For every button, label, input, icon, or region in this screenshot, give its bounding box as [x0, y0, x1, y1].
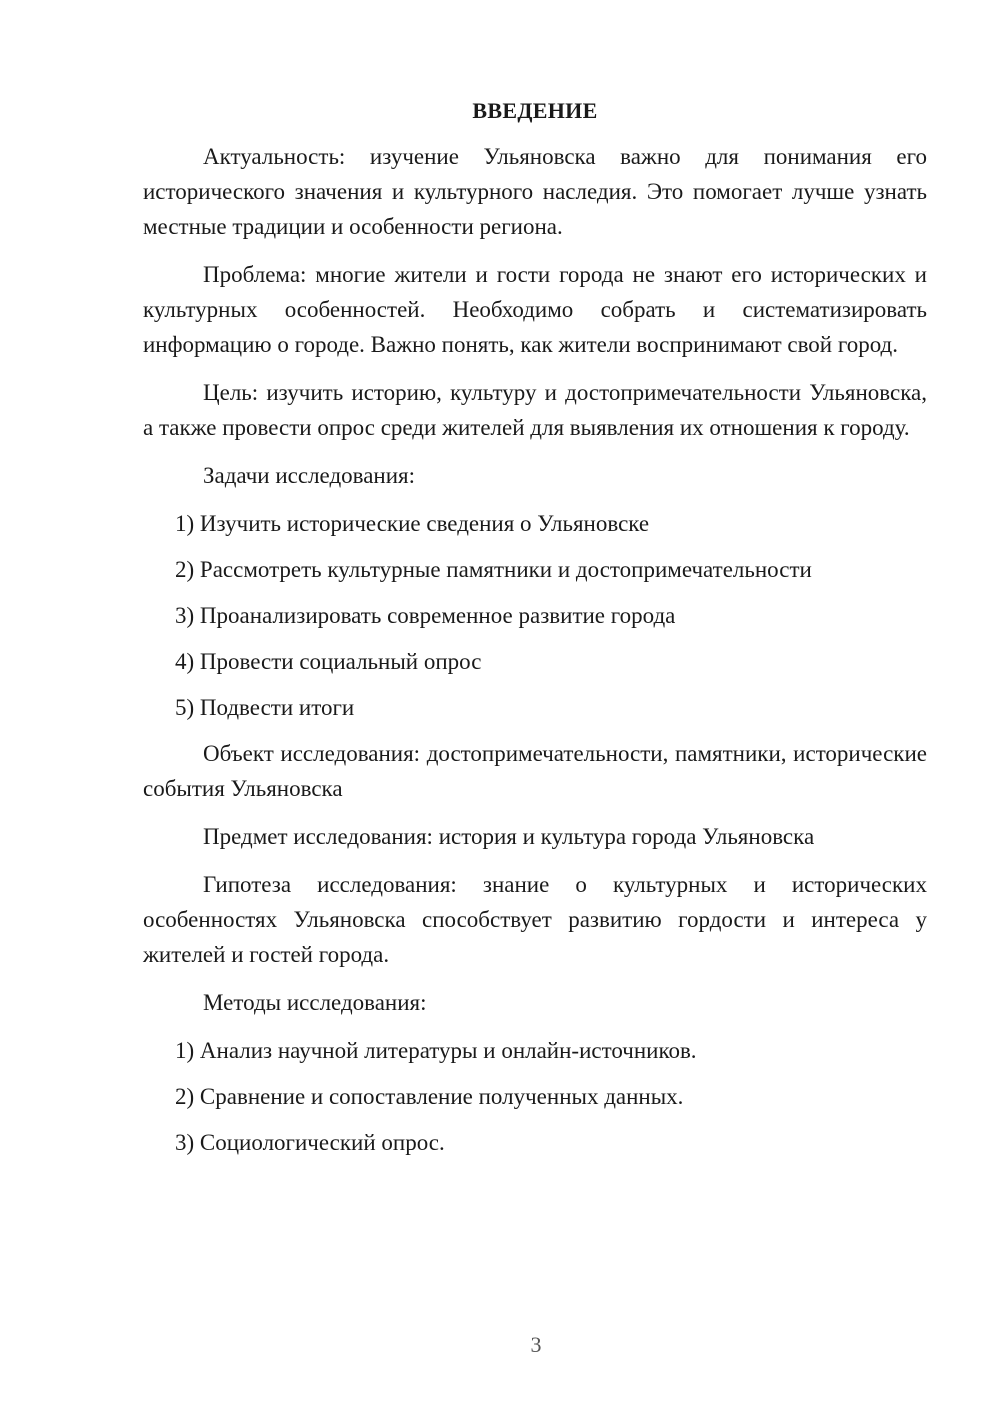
task-item-5: 5) Подвести итоги: [175, 695, 355, 720]
relevance-paragraph: Актуальность: изучение Ульяновска важно для понимания его исторического значения и культурного наследия. Это помогает лучше узнать местные традиции и особенности региона.: [143, 144, 927, 239]
task-item-1: 1) Изучить исторические сведения о Ульяновске: [175, 511, 650, 536]
task-item-4: 4) Провести социальный опрос: [175, 649, 482, 674]
method-item-2: 2) Сравнение и сопоставление полученных данных.: [175, 1084, 684, 1109]
section-title: ВВЕДЕНИЕ: [472, 98, 598, 123]
subject-paragraph: Предмет исследования: история и культура города Ульяновска: [203, 824, 815, 849]
problem-paragraph: Проблема: многие жители и гости города не знают его исторических и культурных особенностей. Необходимо собрать и систематизировать информацию о городе. Важно понять, как жители воспринимают свой город.: [143, 262, 927, 357]
page-content: [143, 96, 927, 1171]
tasks-list: [143, 506, 927, 725]
methods-heading: Методы исследования:: [203, 990, 427, 1015]
goal-paragraph: Цель: изучить историю, культуру и достопримечательности Ульяновска, а также провести опрос среди жителей для выявления их отношения к городу.: [143, 380, 927, 440]
method-item-3: 3) Социологический опрос.: [175, 1130, 445, 1155]
methods-list: [143, 1033, 927, 1160]
task-item-3: 3) Проанализировать современное развитие города: [175, 603, 676, 628]
task-item-2: 2) Рассмотреть культурные памятники и достопримечательности: [175, 557, 812, 582]
page-number: 3: [530, 1332, 542, 1357]
method-item-1: 1) Анализ научной литературы и онлайн-источников.: [175, 1038, 697, 1063]
hypothesis-paragraph: Гипотеза исследования: знание о культурных и исторических особенностях Ульяновска способствует развитию гордости и интереса у жителей и гостей города.: [143, 872, 927, 967]
object-paragraph: Объект исследования: достопримечательности, памятники, исторические события Ульяновска: [143, 741, 927, 801]
tasks-heading: Задачи исследования:: [203, 463, 416, 488]
